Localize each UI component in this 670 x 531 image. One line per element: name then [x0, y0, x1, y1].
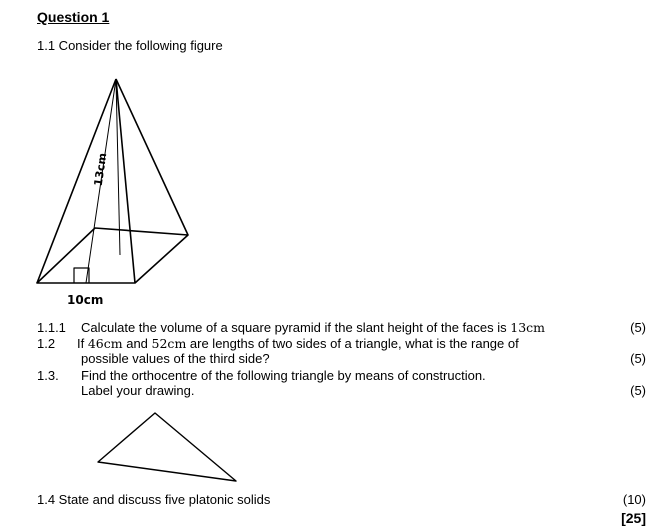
item-marks: (5) — [630, 383, 646, 398]
item-marks: (10) — [622, 492, 646, 507]
item-text: Find the orthocentre of the following triangle by means of construction. — [81, 368, 486, 383]
item-marks: (5) — [630, 351, 646, 366]
total-marks: [25] — [621, 510, 646, 526]
question-intro: 1.1 Consider the following figure — [37, 38, 223, 53]
pyramid-base — [37, 228, 188, 283]
slant-height-label: 13cm — [91, 152, 110, 187]
item-text: If 46cm and 52cm are lengths of two sides of a triangle, what is the range of — [77, 336, 519, 351]
item-number: 1.3. — [37, 368, 59, 383]
item-number: 1.1.1 — [37, 320, 66, 335]
base-length-label: 10cm — [67, 293, 104, 307]
item-text-line2: Label your drawing. — [81, 383, 195, 398]
item-number: 1.2 — [37, 336, 56, 351]
item-text: 1.4 State and discuss five platonic solids — [37, 492, 271, 507]
item-text: Calculate the volume of a square pyramid if the slant height of the faces is 13cm — [81, 320, 546, 335]
item-marks: (5) — [630, 320, 646, 335]
orthocentre-triangle — [98, 413, 236, 481]
item-text-line2: possible values of the third side? — [81, 351, 270, 366]
pyramid-edge-back-right — [116, 79, 188, 235]
pyramid-edge-front-right — [116, 79, 135, 283]
question-heading: Question 1 — [37, 9, 110, 25]
